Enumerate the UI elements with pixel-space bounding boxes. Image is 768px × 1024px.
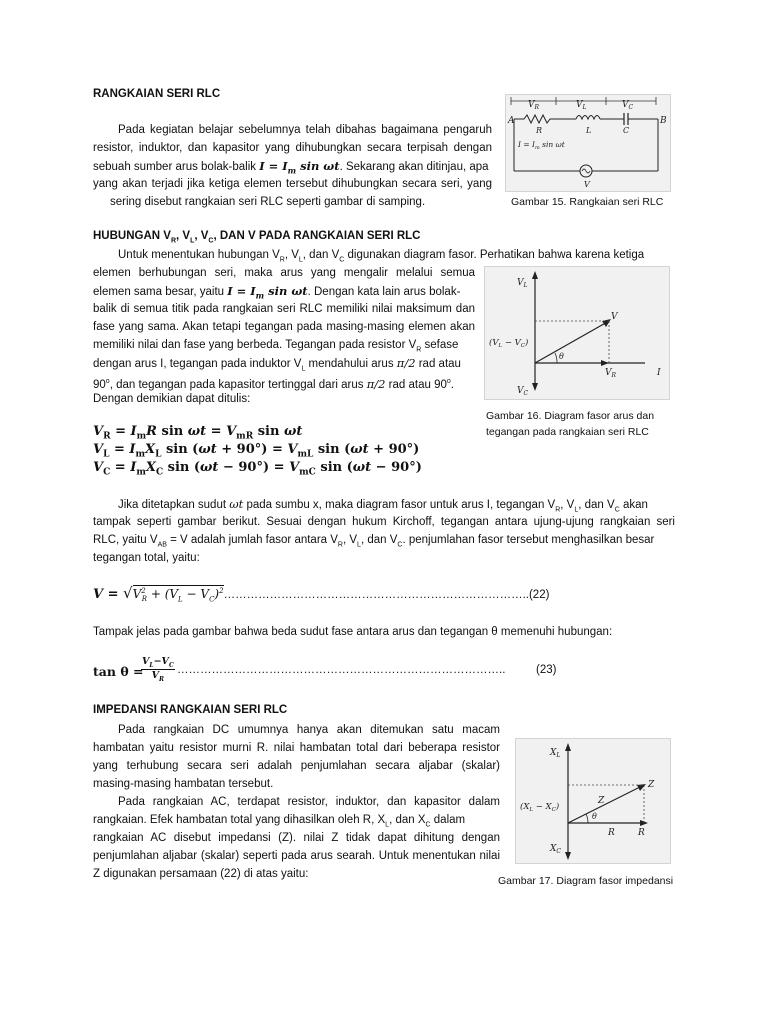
label-c: C (623, 126, 630, 135)
text-line: hambatan yaitu resistor murni R. nilai hambatan total dari beberapa resistor (93, 742, 500, 754)
label-vl: $V_L$ (576, 100, 587, 111)
text-line: elemen sama besar, yaitu $I = I_m$ sin ωt. Dengan kata lain arus bolak- (93, 284, 461, 301)
inductor-symbol (576, 116, 600, 120)
figure-caption-15: Gambar 15. Rangkaian seri RLC (511, 196, 664, 208)
label-r-outer: R (638, 828, 645, 838)
text-line: yang akan terjadi jika ketiga elemen tersebut dihubungkan secara seri, yang (93, 178, 492, 190)
label-r: R (536, 126, 543, 135)
arrow-down-icon (565, 852, 571, 860)
label-z-inner: Z (598, 796, 605, 806)
text-line: Pada kegiatan belajar sebelumnya telah dibahas bagaimana pengaruh (118, 124, 492, 136)
section-heading-voltage-relation: HUBUNGAN $V_R$, $V_L$, $V_C$, DAN V PADA RANGKAIAN SERI RLC (93, 230, 421, 245)
phasor-impedance-diagram (516, 739, 670, 863)
label-a: A (508, 116, 515, 126)
text-line: dengan arus I, tegangan pada induktor $V_L$ mendahului arus π/2 rad atau (93, 356, 461, 373)
label-vl: $V_L$ (517, 278, 528, 289)
label-xl-minus-xc: $(X_L - X_C)$ (520, 802, 560, 813)
text-line: balik di semua titik pada rangkaian seri RLC memiliki nilai maksimum dan (93, 303, 475, 315)
section-heading-impedance: IMPEDANSI RANGKAIAN SERI RLC (93, 704, 288, 716)
formula-inline: $I = I_m$ sin ωt (227, 284, 308, 301)
label-vr: $V_R$ (605, 368, 617, 379)
arrow-up-icon (565, 743, 571, 751)
label-vc: $V_C$ (517, 386, 529, 397)
figure-phasor-impedance (515, 738, 671, 864)
figure-rlc-circuit (505, 94, 671, 192)
figure-caption-16a: Gambar 16. Diagram fasor arus dan (486, 410, 655, 422)
label-vl-minus-vc: $(V_L - V_C)$ (489, 338, 529, 349)
fraction (141, 656, 175, 683)
fraction-denominator: $V_R$ (151, 669, 165, 683)
text-line: elemen berhubungan seri, maka arus yang mengalir melalui semua (93, 267, 475, 279)
text-fragment: sebuah sumber arus bolak-balik (93, 161, 257, 173)
text-line: penjumlahan aljabar (skalar) seperti pada arus searah. Untuk menentukan nilai (93, 850, 500, 862)
text-line: RLC, yaitu $V_{AB} = V$ adalah jumlah fasor antara $V_R$, $V_L$, dan $V_C$. penjumlahan fasor tersebut menghasilkan besar (93, 534, 655, 549)
label-l: L (586, 126, 592, 135)
ac-wave-icon (582, 169, 590, 173)
section-heading-rlc-series: RANGKAIAN SERI RLC (93, 88, 221, 100)
phasor-voltage-diagram (485, 267, 669, 399)
equation-vl: $V_L = I_mX_L$ $\sin (\omega t + 90^\circ) = V_{mL}$ sin (ωt + 90°) (93, 442, 420, 460)
text-line: Dengan demikian dapat ditulis: (93, 393, 251, 405)
text-line: 90$^o$, dan tegangan pada kapasitor tertinggal dari arus π/2 rad atau 90$^o$. (93, 376, 454, 391)
formula-part: I = I (259, 159, 288, 173)
label-xc: $X_C$ (550, 844, 562, 855)
text-line: Untuk menentukan hubungan $V_R$, $V_L$, dan $V_C$ digunakan diagram fasor. Perhatikan bahwa karena ketiga (118, 249, 645, 264)
radicand: $V^2_R + (V_L - V_C)^2$ (132, 587, 224, 604)
formula-part: sin ωt (296, 159, 340, 173)
equation-vc: $V_C = I_mX_C$ $\sin (\omega t - 90^\circ) = V_{mC}$ sin (ωt − 90°) (93, 460, 422, 478)
vector-v (535, 321, 609, 363)
label-xl: $X_L$ (550, 748, 561, 759)
text-line: sering disebut rangkaian seri RLC seperti gambar di samping. (110, 196, 426, 208)
arrow-down-icon (532, 383, 538, 391)
text-line: rangkaian AC disebut impedansi (Z). nilai Z tidak dapat dihitung dengan (93, 832, 500, 844)
text-line: Jika ditetapkan sudut ωt pada sumbu x, maka diagram fasor untuk arus I, tegangan $V_R$, $V_L$, dan $V_C$ akan (118, 497, 648, 514)
text-line: Z digunakan persamaan (22) di atas yaitu: (93, 868, 309, 880)
text-line: rangkaian. Efek hambatan total yang dihasilkan oleh R, $X_L$, dan $X_C$ dalam (93, 814, 466, 829)
figure-phasor-voltage (484, 266, 670, 400)
fraction-numerator: $V_L-V_C$ (142, 656, 174, 669)
arrow-head-icon (602, 319, 611, 327)
label-current: $I = I_m$ sin ωt (518, 140, 565, 151)
label-theta: θ (592, 812, 597, 821)
text-fragment: . Sekarang akan ditinjau, apa (339, 161, 489, 173)
formula-inline (259, 159, 340, 176)
label-i: I (657, 368, 661, 378)
text-line: Tampak jelas pada gambar bahwa beda sudut fase antara arus dan tegangan θ memenuhi hubungan: (93, 626, 613, 638)
resistor-symbol (514, 115, 576, 123)
text-line: resistor, induktor, dan kapasitor yang dihubungkan secara terpisah dengan (93, 142, 492, 154)
text-line: tampak seperti gambar berikut. Sesuai dengan hukum Kirchoff, tegangan antara ujung-ujung rangkaian seri (93, 516, 675, 528)
label-r-inner: R (608, 828, 615, 838)
text-line: memiliki nilai dan fase yang berbeda. Tegangan pada resistor $V_R$ sefase (93, 339, 459, 354)
arrow-up-icon (532, 271, 538, 279)
equation-vr: $V_R = I_mR$ $\sin \omega t = V_{mR}$ sin ωt (93, 424, 303, 442)
text-line: tegangan total, yaitu: (93, 552, 200, 564)
label-v: V (584, 180, 590, 189)
text-line: yang terhubung secara seri adalah penjumlahan secara aljabar (skalar) (93, 760, 500, 772)
text-line: fase yang sama. Akan tetapi tegangan pada masing-masing elemen akan (93, 321, 475, 333)
label-v: V (611, 312, 618, 322)
angle-arc (586, 814, 588, 823)
text-line: Pada rangkaian DC umumnya hanya akan ditemukan satu macam (118, 724, 500, 736)
label-vr: $V_R$ (528, 100, 540, 111)
sqrt-symbol: √ (123, 584, 133, 602)
label-theta: θ (559, 352, 564, 361)
equation-22: $V = √V^2_R + (V_L$ − $V_C)^2\dots\dots\dots\dots\dots\dots\dots\dots\dots\dots\dots\dots\dots\dots\dots\dots\dots\dots\dots\dots\dots\dots\dots\dots\dots\dots..(22)$ (93, 584, 550, 604)
label-vc: $V_C$ (622, 100, 634, 111)
label-z-outer: Z (648, 780, 655, 790)
vector-z (568, 785, 644, 823)
rlc-circuit-diagram (506, 95, 670, 191)
text-line: Pada rangkaian AC, terdapat resistor, induktor, dan kapasitor dalam (118, 796, 500, 808)
label-b: B (660, 116, 667, 126)
figure-caption-17: Gambar 17. Diagram fasor impedansi (498, 875, 674, 887)
formula-subscript: m (287, 165, 297, 176)
text-line: masing-masing hambatan tersebut. (93, 778, 274, 790)
arrow-right-icon (601, 360, 609, 366)
angle-arc (555, 353, 557, 363)
figure-caption-16b: tegangan pada rangkaian seri RLC (486, 426, 649, 438)
